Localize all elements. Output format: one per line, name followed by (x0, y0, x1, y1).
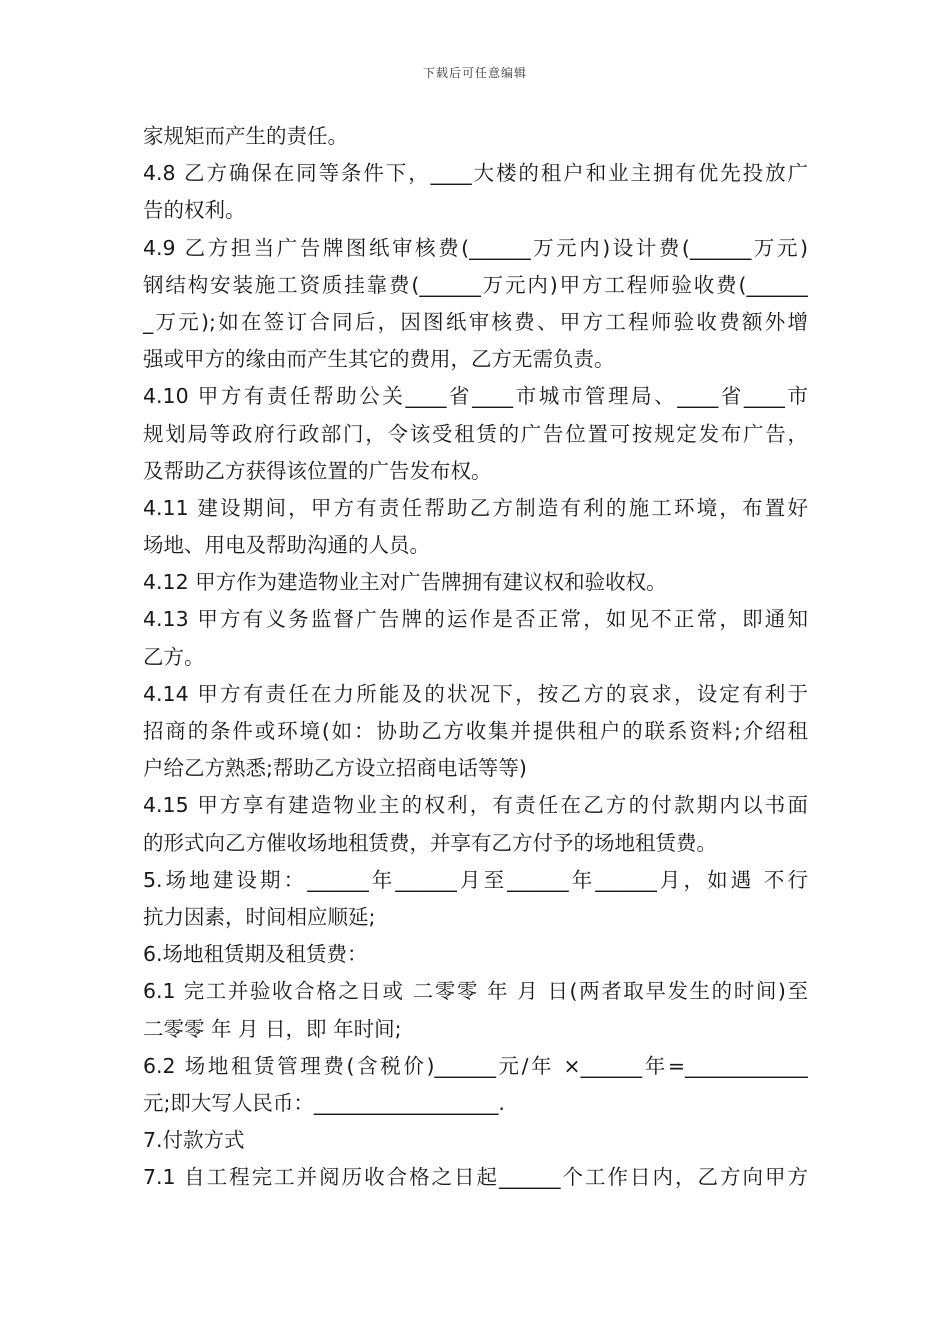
text-line: 4.10 甲方有责任帮助公关____省____市城市管理局、____省____市 (143, 384, 808, 409)
text-line: 钢结构安装施工资质挂靠费(______万元内)甲方工程师验收费(______ (143, 272, 808, 297)
document-body (143, 118, 808, 1196)
text-line: 家规矩而产生的责任。 (143, 124, 348, 148)
text-line: 4.15 甲方享有建造物业主的权利，有责任在乙方的付款期内以书面 (143, 793, 808, 818)
text-line: 强或甲方的缘由而产生其它的费用，乙方无需负责。 (143, 347, 615, 372)
text-line: 6.1 完工并验收合格之日或 二零零 年 月 日(两者取早发生的时间)至 (143, 979, 808, 1004)
text-line: 告的权利。 (143, 198, 246, 223)
text-line: 的形式向乙方催收场地租赁费，并享有乙方付予的场地租赁费。 (143, 830, 717, 855)
text-line: 4.9 乙方担当广告牌图纸审核费(______万元内)设计费(______万元) (143, 235, 808, 260)
text-line: 4.14 甲方有责任在力所能及的状况下，按乙方的哀求，设定有利于 (143, 681, 808, 706)
text-line: 户给乙方熟悉;帮助乙方设立招商电话等等) (143, 756, 527, 781)
text-line: 元;即大写人民币：__________________. (143, 1090, 505, 1115)
text-line: 招商的条件或环境(如：协助乙方收集并提供租户的联系资料;介绍租 (143, 719, 808, 743)
text-line: _万元);如在签订合同后，因图纸审核费、甲方工程师验收费额外增 (143, 309, 808, 334)
text-line: 场地、用电及帮助沟通的人员。 (143, 533, 430, 558)
text-line: 4.11 建设期间，甲方有责任帮助乙方制造有利的施工环境，布置好 (143, 495, 808, 520)
text-line: 乙方。 (143, 644, 205, 669)
text-line: 5.场地建设期：______年______月至______年______月，如遇 不行 (143, 867, 808, 892)
text-line: 二零零 年 月 日，即 年时间; (143, 1016, 402, 1041)
text-line: 7.1 自工程完工并阅历收合格之日起______个工作日内，乙方向甲方 (143, 1165, 808, 1190)
text-line: 6.场地租赁期及租赁费： (143, 942, 368, 967)
text-line: 6.2 场地租赁管理费(含税价)______元/年 ×______年=____________ (143, 1053, 808, 1078)
text-line: 抗力因素，时间相应顺延; (143, 904, 376, 929)
text-line: 及帮助乙方获得该位置的广告发布权。 (143, 458, 492, 483)
text-line: 4.13 甲方有义务监督广告牌的运作是否正常，如见不正常，即通知 (143, 607, 808, 632)
text-line: 7.付款方式 (143, 1128, 245, 1153)
text-line: 4.12 甲方作为建造物业主对广告牌拥有建议权和验收权。 (143, 570, 667, 595)
text-line: 4.8 乙方确保在同等条件下，____大楼的租户和业主拥有优先投放广 (143, 161, 808, 186)
page-header: 下载后可任意编辑 (422, 66, 527, 80)
text-line: 规划局等政府行政部门，令该受租赁的广告位置可按规定发布广告， (143, 421, 808, 446)
